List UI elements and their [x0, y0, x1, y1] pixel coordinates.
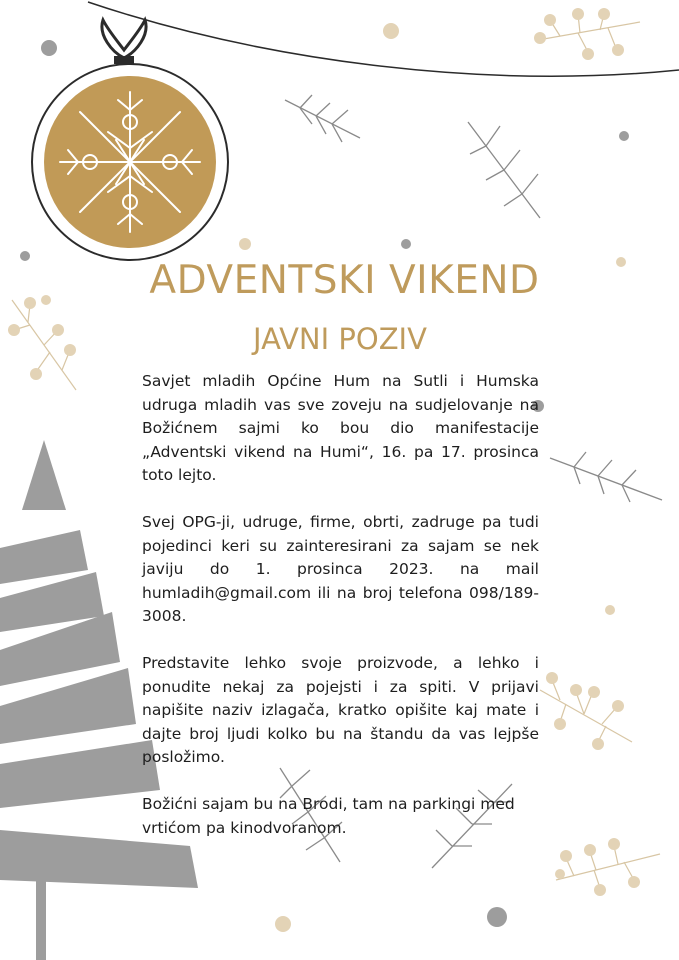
page-subtitle: JAVNI POZIV — [253, 322, 427, 356]
page-title: ADVENTSKI VIKEND — [149, 258, 540, 303]
paragraph-location: Božićni sajam bu na Brodi, tam na parkingi med vrtićom pa kinodvoranom. — [142, 795, 515, 837]
paragraph-products: Predstavite lehko svoje proizvode, a lehko i ponudite nekaj za pojejsti i za spiti. V prijavi napišite naziv izlagača, kratko opišite kaj mate i dajte broj ljudi kolko bu na štandu da vas lejpše posložimo. — [142, 654, 539, 766]
paragraph-registration: Svej OPG-ji, udruge, firme, obrti, zadruge pa tudi pojedinci keri su zainteresirani za sajam se nek javiju do 1. prosinca 2023. na mail humladih@gmail.com ili na broj telefona 098/189-3008. — [142, 513, 539, 625]
snowflake-icon — [60, 92, 200, 232]
garland-string — [88, 2, 679, 76]
paragraph-invitation: Savjet mladih Općine Hum na Sutli i Humska udruga mladih vas sve zoveju na sudjelovanje na Božićnem sajmi ko bou dio manifestacije „Adventski vikend na Humi“, 16. pa 17. prosinca toto lejto. — [142, 372, 539, 484]
announcement-body — [142, 370, 539, 864]
